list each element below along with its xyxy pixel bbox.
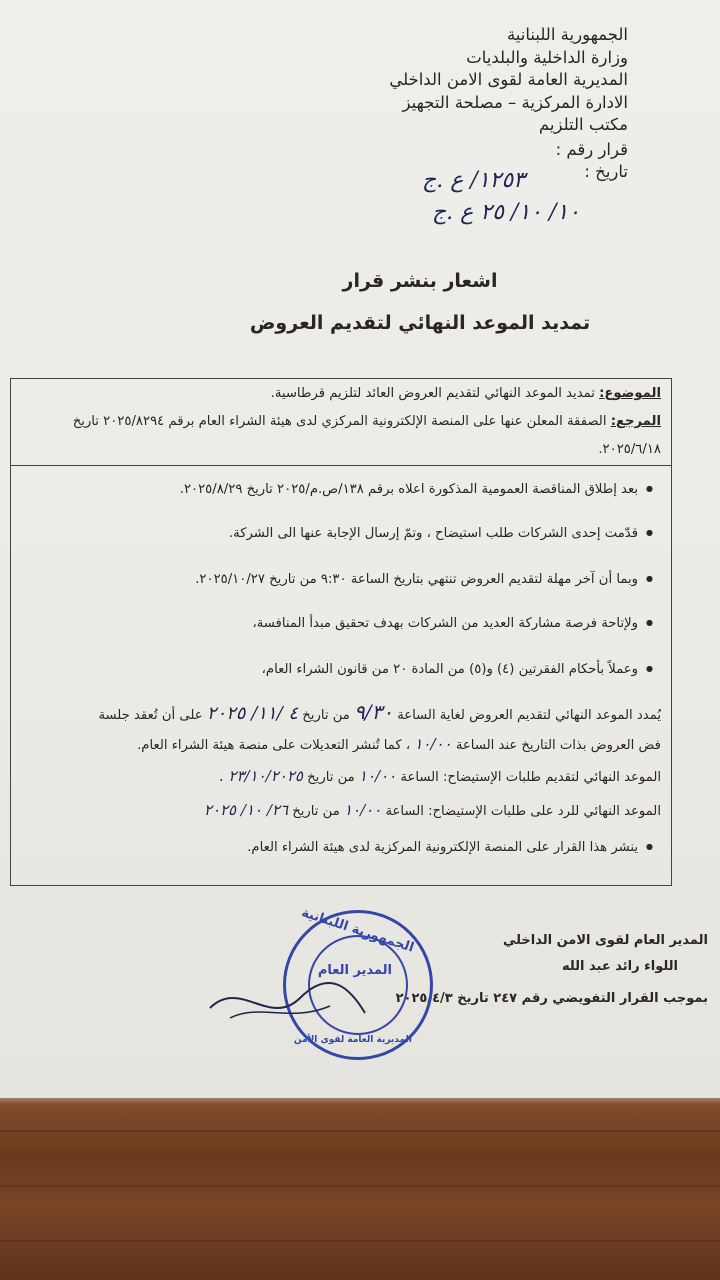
reference-row	[19, 413, 661, 431]
decision-number-row	[268, 139, 628, 162]
decision-text: من تاريخ	[307, 770, 355, 785]
letterhead-administration: الادارة المركزية – مصلحة التجهيز	[402, 92, 628, 112]
bullet-item: ● وعملاً بأحكام الفقرتين (٤) و(٥) من المادة ٢٠ من قانون الشراء العام،	[19, 661, 653, 680]
signature-scribble	[200, 968, 370, 1038]
decision-text: من تاريخ	[292, 804, 340, 819]
decision-line-1	[19, 700, 661, 725]
handwritten-time: ١٠/٠٠	[414, 735, 452, 753]
decision-line-4	[19, 801, 661, 821]
reference-row-2	[19, 441, 661, 459]
decision-text: الموعد النهائي للرد على طلبات الإستيضاح: الساعة	[385, 804, 661, 819]
letterhead	[268, 24, 628, 184]
box-divider	[11, 465, 671, 466]
decision-line-3	[19, 767, 661, 787]
decision-text: على أن تُعقد جلسة	[98, 708, 203, 723]
subject-row	[19, 385, 661, 403]
decision-box	[10, 378, 672, 886]
subject-label: الموضوع:	[599, 386, 661, 401]
decision-date-handwritten: ١٠/ ١٠/ ٢٥ ع .ج	[431, 200, 580, 225]
handwritten-time: ٩/٣٠	[354, 700, 393, 724]
signature-delegation: بموجب القرار التفويضي رقم ٢٤٧ تاريخ ٢٠٢٥/٤/٣	[395, 991, 708, 1006]
handwritten-time: ١٠/٠٠	[358, 767, 397, 785]
reference-label: المرجع:	[610, 414, 661, 429]
decision-date-label: تاريخ :	[584, 162, 628, 181]
decision-line-2	[19, 735, 661, 755]
decision-text: ، كما تُنشر التعديلات على منصة هيئة الشراء العام.	[137, 738, 411, 753]
signature-title: المدير العام لقوى الامن الداخلي	[502, 933, 708, 948]
letterhead-republic: الجمهورية اللبنانية	[506, 25, 628, 44]
notice-title: اشعار بنشر قرار	[342, 270, 498, 292]
decision-text: يُمدد الموعد النهائي لتقديم العروض لغاية الساعة	[397, 708, 661, 723]
publish-bullet: ● ينشر هذا القرار على المنصة الإلكترونية المركزية لدى هيئة الشراء العام.	[19, 839, 653, 858]
bullet-item: ● وبما أن آخر مهلة لتقديم العروض تنتهي بتاريخ الساعة ٩:٣٠ من تاريخ ٢٠٢٥/١٠/٢٧.	[19, 571, 653, 590]
bullet-item: ● ولإتاحة فرصة مشاركة العديد من الشركات بهدف تحقيق مبدأ المنافسة،	[19, 615, 653, 634]
signature-block	[388, 928, 708, 1012]
decision-text: من تاريخ	[302, 708, 350, 723]
letterhead-ministry: وزارة الداخلية والبلديات	[466, 47, 628, 67]
stamp-outer-text: الجمهورية اللبنانية	[299, 905, 416, 956]
subject-text: تمديد الموعد النهائي لتقديم العروض العائد لتلزيم قرطاسية.	[270, 386, 595, 401]
reference-date: ٢٠٢٥/٦/١٨.	[598, 442, 661, 457]
signature-name: اللواء رائد عبد الله	[561, 959, 678, 974]
decision-text: فض العروض بذات التاريخ عند الساعة	[455, 738, 661, 753]
bullet-item: ● بعد إطلاق المناقصة العمومية المذكورة اعلاه برقم ١٣٨/ص.م/٢٠٢٥ تاريخ ٢٠٢٥/٨/٢٩.	[19, 481, 653, 500]
bullet-item: ● قدّمت إحدى الشركات طلب استيضاح ، وتمّ إرسال الإجابة عنها الى الشركة.	[19, 525, 653, 544]
handwritten-date: ٢٣/١٠/٢٠٢٥ .	[218, 767, 303, 785]
decision-number-handwritten: ١٢٥٣/ ع .ج	[422, 168, 525, 193]
decision-number-label: قرار رقم :	[555, 139, 628, 159]
stamp-bottom-text: المديرية العامة لقوى الأمن	[293, 1035, 412, 1045]
letterhead-office: مكتب التلزيم	[538, 115, 628, 134]
notice-subtitle: تمديد الموعد النهائي لتقديم العروض	[249, 312, 591, 334]
wooden-table	[0, 1090, 720, 1280]
handwritten-date: ٤ /١١/ ٢٠٢٥	[206, 703, 299, 724]
stamp-inner-text: المدير العام	[317, 963, 392, 978]
handwritten-time: ١٠/٠٠	[343, 801, 382, 819]
letterhead-directorate: المديرية العامة لقوى الامن الداخلي	[389, 70, 628, 89]
reference-text: الصفقة المعلن عنها على المنصة الإلكترونية المركزي لدى هيئة الشراء العام برقم ٢٠٢٥/٨٢٩٤ تاريخ	[72, 414, 607, 429]
handwritten-date: ٢٦/ ١٠/ ٢٠٢٥	[203, 801, 289, 819]
decision-text: الموعد النهائي لتقديم طلبات الإستيضاح: الساعة	[400, 770, 661, 785]
